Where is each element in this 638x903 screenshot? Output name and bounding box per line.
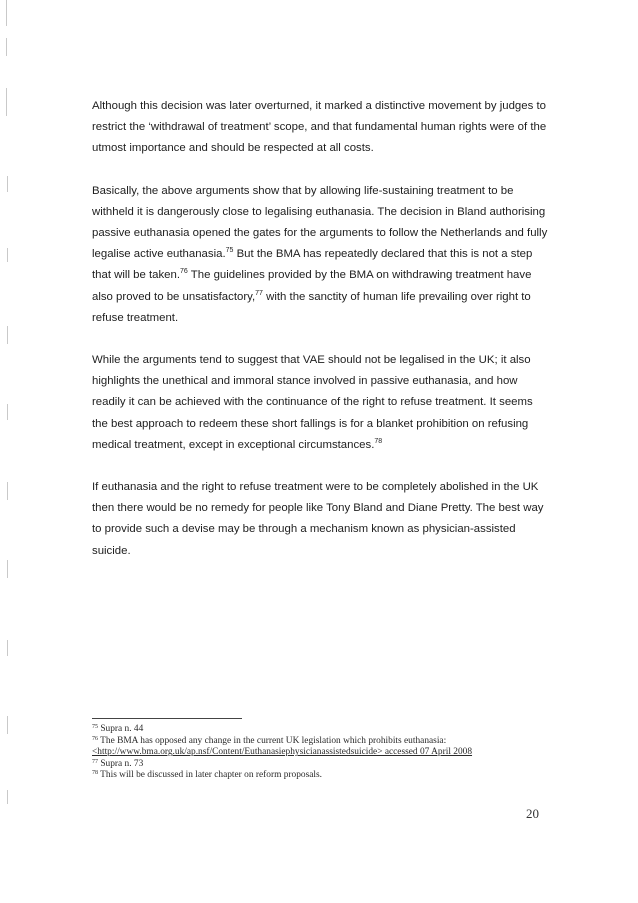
paragraph-text: While the arguments tend to suggest that VAE should not be legalised in the UK; it also highlights the unethical and immoral stance involved in passive euthanasia, and how readily it can be achieved with the continuance of the right to refuse treatment. It seems the best approach to redeem these short fallings is for a blanket prohibition on refusing medical treatment, except in exceptional circumstances. (92, 354, 533, 451)
scan-edge-artifacts (0, 0, 40, 903)
paragraph (92, 96, 548, 160)
footnote-ref: 76 (180, 268, 188, 276)
footnote-number: 76 (92, 735, 98, 742)
footnote-ref: 75 (225, 247, 234, 255)
paragraph (92, 350, 548, 456)
paragraph-text: If euthanasia and the right to refuse treatment were to be completely abolished in the UK then there would be no remedy for people like Tony Bland and Diane Pretty. The best way to provide such a devise may be through a mechanism known as physician-assisted suicide. (92, 481, 544, 557)
footnote-separator (92, 718, 242, 719)
paragraph (92, 477, 548, 562)
body-text (92, 96, 548, 583)
footnote-line (92, 724, 562, 736)
footnote-ref: 77 (255, 289, 263, 297)
footnote-text: Supra n. 44 (98, 724, 144, 734)
paragraph-text: Although this decision was later overturned, it marked a distinctive movement by judges to restrict the ‘withdrawal of treatment’ scope, and that fundamental human rights were of the utmost importance and should be respected at all costs. (92, 100, 547, 155)
footnote-line (92, 747, 562, 759)
paragraph-text: with the sanctity of human life prevailing over right to refuse treatment. (92, 290, 531, 324)
footnote-number: 75 (92, 724, 98, 730)
paragraph-text: Basically, the above arguments show that by allowing life-sustaining treatment to be withheld it is dangerously close to legalising euthanasia. The decision in Bland authorising passive euthanasia opened the gates for the arguments to follow the Netherlands and fully legalise active euthanasia. (92, 184, 548, 261)
footnote-link[interactable]: <http://www.bma.org.uk/ap.nsf/Content/Euthanasiephysicianassistedsuicide> accessed 07 April 2008 (92, 747, 473, 758)
paragraph-text: The guidelines provided by the BMA on withdrawing treatment have also proved to be unsatisfactory, (92, 269, 532, 303)
footnote-line (92, 736, 562, 748)
footnote-ref: 78 (374, 437, 383, 445)
page-number: 20 (526, 806, 539, 821)
footnote-number: 77 (92, 758, 98, 765)
paragraph (92, 181, 548, 329)
footnotes (92, 724, 562, 782)
footnote-text: This will be discussed in later chapter on reform proposals. (98, 770, 322, 781)
footnote-line (92, 759, 562, 771)
footnote-number: 78 (92, 770, 98, 777)
footnote-text: Supra n. 73 (98, 758, 144, 769)
paragraph-text: But the BMA has repeatedly declared that this is not a step that will be taken. (92, 248, 533, 282)
footnote-line (92, 770, 562, 782)
footnote-text: The BMA has opposed any change in the current UK legislation which prohibits euthanasia: (98, 735, 447, 746)
